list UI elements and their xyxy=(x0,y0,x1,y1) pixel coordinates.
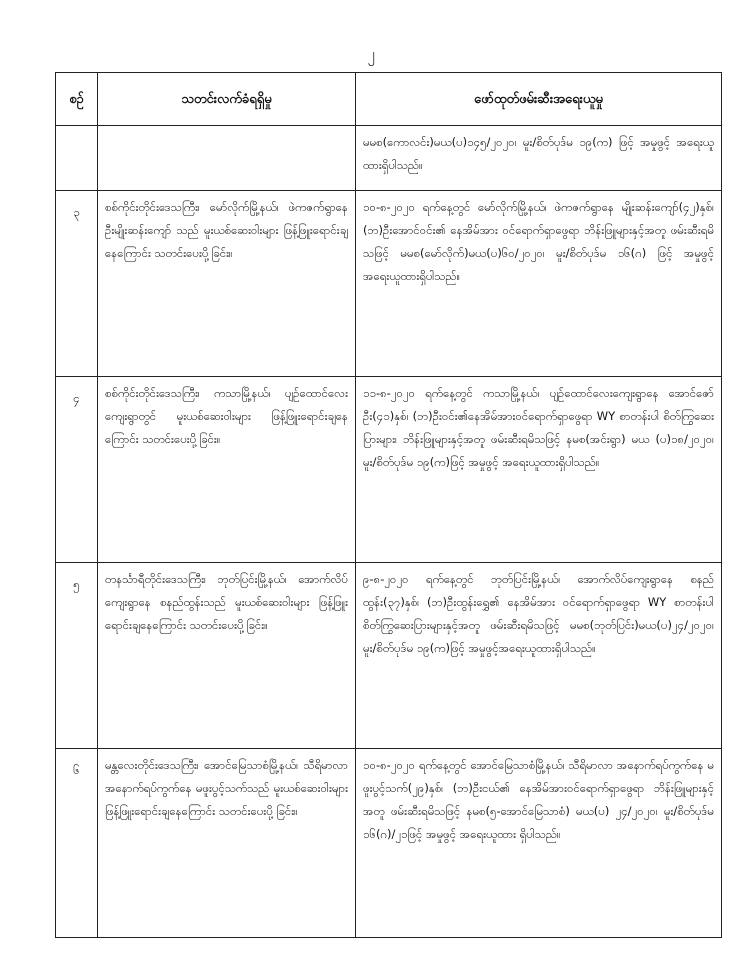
row-action-taken: ၁၀-၈-၂၀၂၀ ရက်နေ့တွင် အောင်မြေသာစံမြို့နယ်၊ သီရိမာလာ အနောက်ရပ်ကွက်နေ မဖူးပွင့်သက်(၂၉)နှစ်၊ (ဘ)ဦးငယ်၏ နေအိမ်အားဝင်ရောက်ရှာဖွေရာ ဘိန်းဖြူများနှင့်အတူ ဖမ်းဆီးရမိသဖြင့် နမစ(၅-အောင်မြေသာစံ) မယ(ပ) ၂၄/၂၀၂၀၊ မူး/စိတ်ပုဒ်မ ၁၆(ဂ)/၂၁ဖြင့် အမှုဖွင့် အရေးယူထား ရှိပါသည်။ xyxy=(356,749,722,938)
row-action-taken: ၉-၈-၂၀၂၀ ရက်နေ့တွင် ဘုတ်ပြင်းမြို့နယ်၊ အောက်လိပ်ကျေးရွာနေ စနည်ထွန်း(၃၇)နှစ်၊ (ဘ)ဦးထွန်းရွှေ၏ နေအိမ်အား ဝင်ရောက်ရှာဖွေရာ WY စာတန်းပါစိတ်ကြွဆေးပြားများနှင့်အတူ ဖမ်းဆီးရမိသဖြင့် မမစ(ဘုတ်ပြင်း)မယ(ပ)၂၄/၂၀၂၀၊ မူး/စိတ်ပုဒ်မ ၁၉(က)ဖြင့် အမှုဖွင့်အရေးယူထားရှိပါသည်။ xyxy=(356,563,722,749)
table-row xyxy=(56,377,722,563)
row-information-received: တနင်္သာရီတိုင်းဒေသကြီး၊ ဘုတ်ပြင်းမြို့နယ်၊ အောက်လိပ်ကျေးရွာနေ စနည်ထွန်းသည် မူးယစ်ဆေးဝါးများ ဖြန့်ဖြူးရောင်းချနေကြောင်း သတင်းပေးပို့ခြင်း။ xyxy=(98,563,356,749)
header-information-received: သတင်းလက်ခံရရှိမှု xyxy=(98,73,356,126)
row-serial-no xyxy=(56,126,98,191)
header-action-taken: ဖော်ထုတ်ဖမ်းဆီးအရေးယူမှု xyxy=(356,73,722,126)
table-row xyxy=(56,126,722,191)
row-action-taken: ၁၀-၈-၂၀၂၀ ရက်နေ့တွင် မော်လိုက်မြို့နယ်၊ ဖဲကဇက်ရွာနေ မျိုးဆန်းကျော်(၄၂)နှစ်၊ (ဘ)ဦးအောင်ဝင်း၏ နေအိမ်အား ဝင်ရောက်ရှာဖွေရာ ဘိန်းဖြူများနှင့်အတူ ဖမ်းဆီးရမိသဖြင့် မမစ(မော်လိုက်)မယ(ပ)၆၀/၂၀၂၀၊ မူး/စိတ်ပုဒ်မ ၁၆(ဂ) ဖြင့် အမှုဖွင့် အရေးယူထားရှိပါသည်။ xyxy=(356,191,722,377)
row-serial-no: ၄ xyxy=(56,377,98,563)
row-information-received xyxy=(98,126,356,191)
row-action-taken: မမစ(ကောလင်း)မယ(ပ)၁၄၅/၂၀၂၀၊ မူး/စိတ်ပုဒ်မ ၁၉(က) ဖြင့် အမှုဖွင့် အရေးယူထားရှိပါသည်။ xyxy=(356,126,722,191)
row-serial-no: ၆ xyxy=(56,749,98,938)
row-action-taken: ၁၁-၈-၂၀၂၀ ရက်နေ့တွင် ကသာမြို့နယ်၊ ပျဉ်ထောင်လေးကျေးရွာနေ အောင်ဇော်ဦး(၄၁)နှစ်၊ (ဘ)ဦးဝင်း၏နေအိမ်အားဝင်ရောက်ရှာဖွေရာ WY စာတန်းပါ စိတ်ကြွဆေးပြားများ၊ ဘိန်းဖြူများနှင့်အတူ ဖမ်းဆီးရမိသဖြင့် နမစ(အင်းရွာ) မယ (ပ)၁၈/၂၀၂၀၊ မူး/စိတ်ပုဒ်မ ၁၉(က)ဖြင့် အမှုဖွင့် အရေးယူထားရှိပါသည်။ xyxy=(356,377,722,563)
table-header-row xyxy=(56,73,722,126)
page-number: ၂ xyxy=(367,45,375,63)
header-serial-no: စဉ် xyxy=(56,73,98,126)
table-row xyxy=(56,563,722,749)
row-serial-no: ၃ xyxy=(56,191,98,377)
row-serial-no: ၅ xyxy=(56,563,98,749)
drug-seizure-report-table xyxy=(55,72,722,938)
row-information-received: စစ်ကိုင်းတိုင်းဒေသကြီး၊ ကသာမြို့နယ်၊ ပျဉ်ထောင်လေးကျေးရွာတွင် မူးယစ်ဆေးဝါးများ ဖြန့်ဖြူးရောင်းချနေကြောင်း သတင်းပေးပို့ခြင်း။ xyxy=(98,377,356,563)
row-information-received: စစ်ကိုင်းတိုင်းဒေသကြီး၊ မော်လိုက်မြို့နယ်၊ ဖဲကဇက်ရွာနေ ဦးမျိုးဆန်းကျော် သည် မူးယစ်ဆေးဝါးများ ဖြန့်ဖြူးရောင်းချနေကြောင်း သတင်းပေးပို့ခြင်း။ xyxy=(98,191,356,377)
table-row xyxy=(56,191,722,377)
table-row xyxy=(56,749,722,938)
row-information-received: မန္တလေးတိုင်းဒေသကြီး၊ အောင်မြေသာစံမြို့နယ်၊ သီရိမာလာအနောက်ရပ်ကွက်နေ မဖူးပွင့်သက်သည် မူးယစ်ဆေးဝါးများဖြန့်ဖြူးရောင်းချနေကြောင်း သတင်းပေးပို့ ခြင်း။ xyxy=(98,749,356,938)
